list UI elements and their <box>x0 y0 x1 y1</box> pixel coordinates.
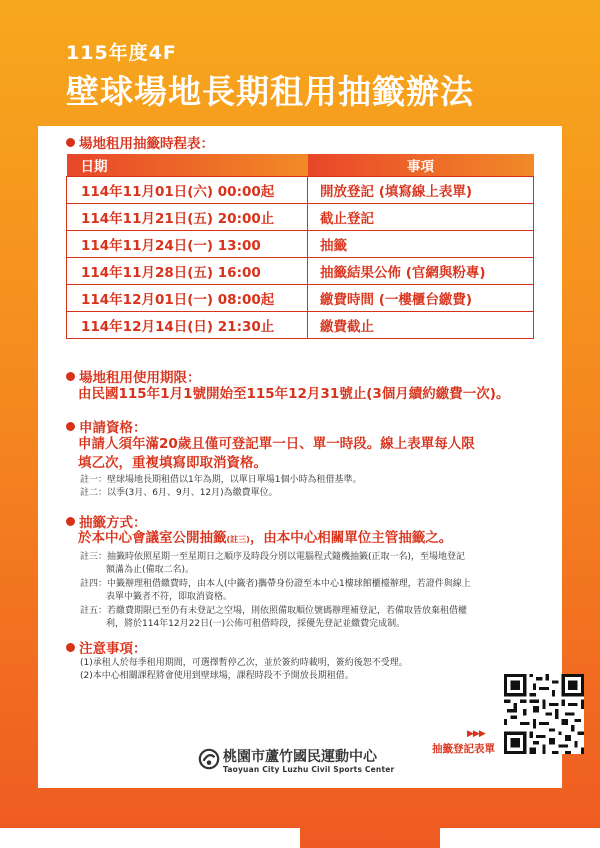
column-header-item: 事項 <box>308 154 534 177</box>
schedule-header-row <box>67 154 534 177</box>
note-1 <box>80 474 361 487</box>
eligibility-line-1: 申請人須年滿20歲且僅可登記單一日、單一時段。線上表單每人限 <box>78 436 475 452</box>
bottom-stripe-left <box>0 828 300 848</box>
note-5 <box>80 605 467 618</box>
note-2 <box>80 487 278 500</box>
arrows-icon: ▶▶▶ <box>467 729 485 739</box>
schedule-item-cell: 開放登記 (填寫線上表單) <box>308 177 534 204</box>
note-label: 註三： <box>80 552 108 562</box>
note-text: 中籤辦理租借繳費時，由本人(中籤者)攜帶身份證至本中心1樓球館櫃檯辦理，若證件與線上 <box>107 579 471 589</box>
schedule-date-cell: 114年12月01日(一) 08:00起 <box>67 285 308 312</box>
note-3-continued: 額滿為止(備取二名)。 <box>106 565 195 575</box>
schedule-table <box>66 154 534 339</box>
method-text <box>78 528 452 550</box>
note-text: 壁球場地長期租借以1年為期，以單日單場1個小時為租借基準。 <box>107 475 362 485</box>
note-label: 註四： <box>80 579 108 589</box>
note-5-continued: 利，將於114年12月22日(一)公佈可租借時段，採優先登記並繳費完成制。 <box>106 619 406 629</box>
table-row <box>67 204 534 231</box>
org-name-en: Taoyuan City Luzhu Civil Sports Center <box>223 765 395 774</box>
year-floor-subtitle: 115年度4F <box>66 42 177 64</box>
page-title: 壁球場地長期租用抽籤辦法 <box>66 72 474 111</box>
note-label: 註五： <box>80 606 108 616</box>
table-row <box>67 231 534 258</box>
notice-heading: 注意事項： <box>66 637 147 657</box>
schedule-item-cell: 繳費時間 (一樓櫃台繳費) <box>308 285 534 312</box>
content-card <box>38 126 562 788</box>
notice-item-2: (2)本中心相關課程將會使用到壁球場，課程時段不予開放長期租借。 <box>80 671 354 681</box>
schedule-date-cell: 114年11月28日(五) 16:00 <box>67 258 308 285</box>
qr-code-icon[interactable] <box>504 674 584 754</box>
schedule-date-cell: 114年11月24日(一) 13:00 <box>67 231 308 258</box>
qr-form-label[interactable]: 抽籤登記表單 <box>432 743 495 755</box>
period-text: 由民國115年1月1號開始至115年12月31號止(3個月續約繳費一次)。 <box>78 386 510 402</box>
bottom-stripe-right <box>440 828 600 848</box>
schedule-heading: 場地租用抽籤時程表： <box>66 132 214 152</box>
sports-center-logo-icon <box>198 748 220 770</box>
table-row <box>67 312 534 339</box>
column-header-date: 日期 <box>67 154 308 177</box>
note-4-continued: 表單中籤者不符，即取消資格。 <box>106 592 233 602</box>
bottom-decoration <box>0 818 600 848</box>
table-row <box>67 258 534 285</box>
note-label: 註一： <box>80 475 108 485</box>
schedule-item-cell: 抽籤結果公佈 (官網與粉專) <box>308 258 534 285</box>
table-row <box>67 285 534 312</box>
schedule-item-cell: 繳費截止 <box>308 312 534 339</box>
period-heading: 場地租用使用期限： <box>66 366 201 386</box>
schedule-date-cell: 114年11月01日(六) 00:00起 <box>67 177 308 204</box>
method-note-ref: (註三) <box>226 535 250 544</box>
note-text: 抽籤時依照星期一至星期日之順序及時段分別以電腦程式隨機抽籤(正取一名)，至場地登記 <box>107 552 466 562</box>
bullet-dot-icon <box>66 138 75 147</box>
schedule-item-cell: 抽籤 <box>308 231 534 258</box>
bullet-dot-icon <box>66 517 75 526</box>
note-label: 註二： <box>80 488 108 498</box>
schedule-date-cell: 114年11月21日(五) 20:00止 <box>67 204 308 231</box>
table-row <box>67 177 534 204</box>
note-4 <box>80 578 471 591</box>
eligibility-heading: 申請資格： <box>66 416 147 436</box>
note-text: 以季(3月、6月、9月、12月)為繳費單位。 <box>107 488 278 498</box>
bullet-dot-icon <box>66 422 75 431</box>
schedule-item-cell: 截止登記 <box>308 204 534 231</box>
bullet-dot-icon <box>66 372 75 381</box>
method-text-a: 於本中心會議室公開抽籤 <box>78 530 227 546</box>
bullet-dot-icon <box>66 643 75 652</box>
header <box>0 0 600 128</box>
note-text: 若繳費期限已至仍有未登記之空場，則依照備取順位號碼辦理補登記，若備取皆放棄租借權 <box>107 606 468 616</box>
eligibility-line-2: 填乙次，重複填寫即取消資格。 <box>78 455 267 471</box>
note-3 <box>80 551 465 564</box>
method-heading: 抽籤方式： <box>66 511 147 531</box>
method-text-b: ，由本中心相關單位主管抽籤之。 <box>249 530 453 546</box>
schedule-date-cell: 114年12月14日(日) 21:30止 <box>67 312 308 339</box>
org-name-zh: 桃園市蘆竹國民運動中心 <box>223 749 377 765</box>
notice-item-1: (1)承租人於每季租用期間，可選擇暫停乙次，並於簽約時載明，簽約後恕不受理。 <box>80 658 408 668</box>
